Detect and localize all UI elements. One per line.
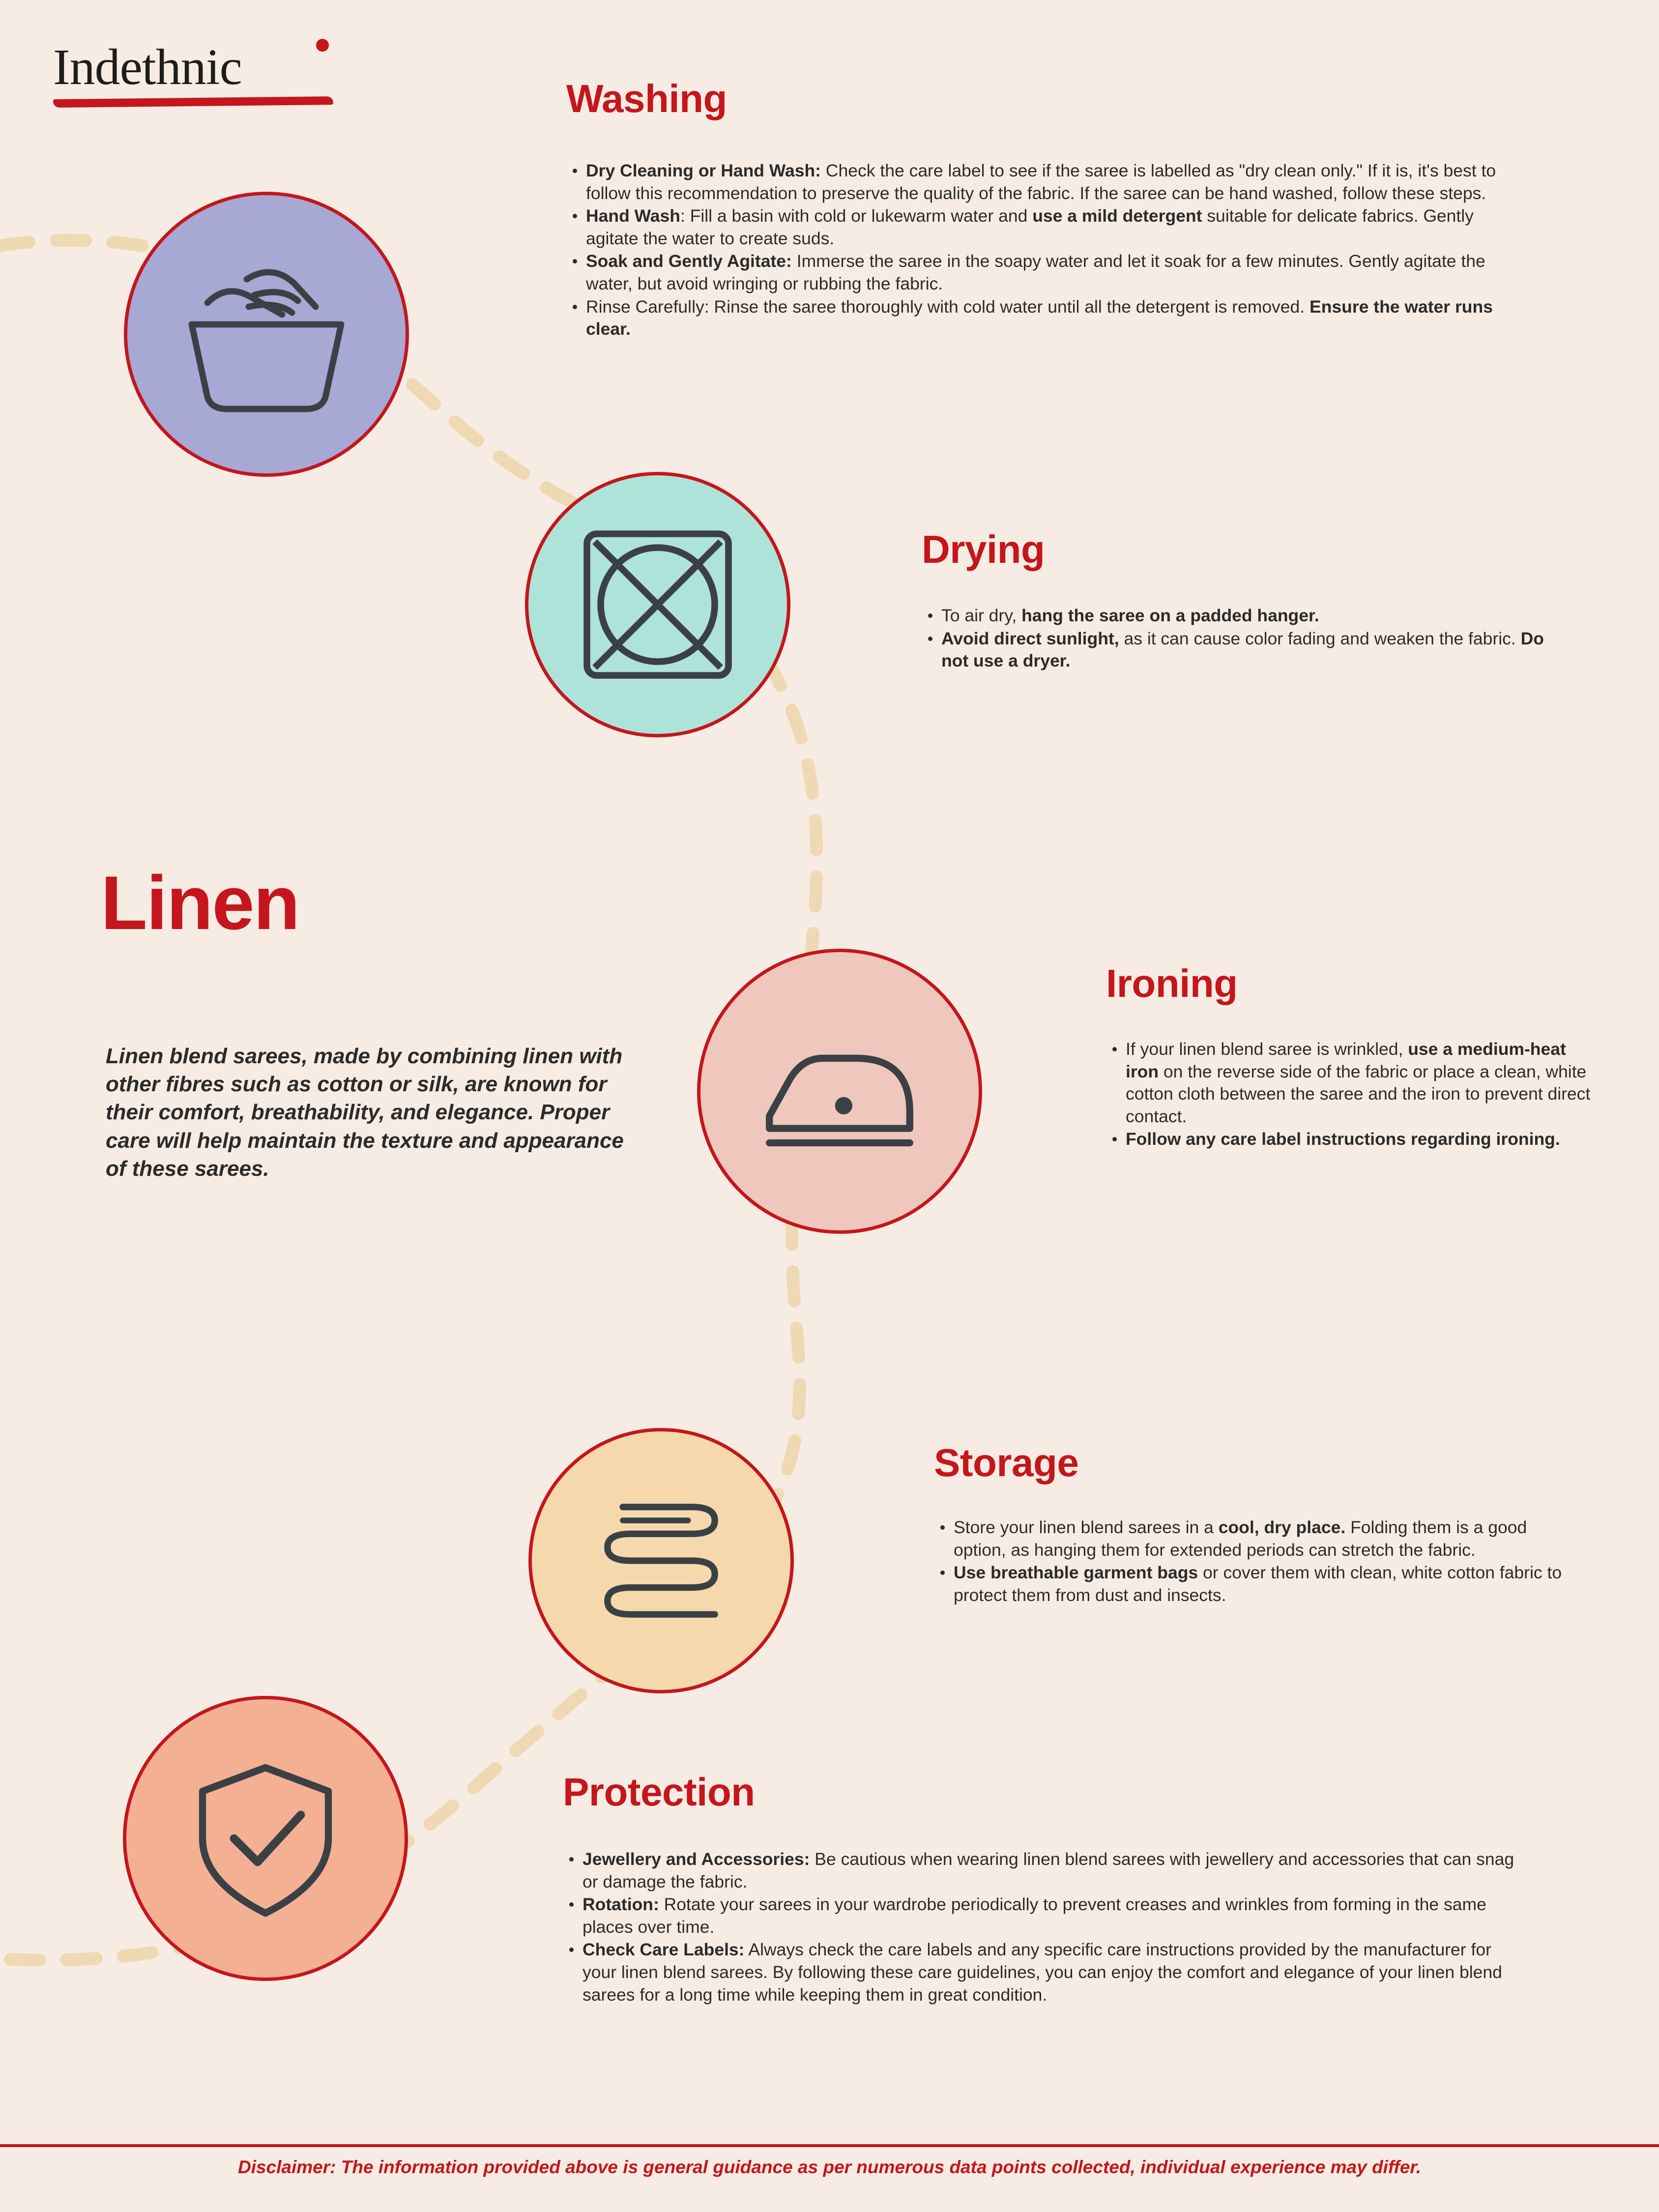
list-item: If your linen blend saree is wrinkled, use a medium-heat iron on the reverse side of the fabric or place a clean, white cotton cloth between the saree and the iron to prevent direct contact. (1106, 1038, 1598, 1128)
list-item: Rinse Carefully: Rinse the saree thoroughly with cold water until all the detergent is removed. Ensure the water runs clear. (566, 296, 1530, 341)
ironing-body (1106, 1038, 1598, 1151)
list-item: Rotation: Rotate your sarees in your wardrobe periodically to prevent creases and wrinkles from forming in the same places over time. (563, 1893, 1529, 1938)
protection-icon-circle (123, 1696, 408, 1981)
page-title: Linen (101, 860, 299, 945)
storage-list (934, 1516, 1568, 1606)
drying-body (922, 605, 1556, 673)
ironing-list (1106, 1038, 1598, 1151)
disclaimer-divider (0, 2144, 1659, 2147)
washing-body (566, 160, 1530, 341)
brand-name: Indethnic (53, 39, 242, 95)
ironing-icon-circle (697, 949, 982, 1234)
washing-icon-circle (124, 192, 409, 477)
disclaimer-text: Disclaimer: The information provided above is general guidance as per numerous data points collected, individual experience may differ. (237, 2157, 1422, 2177)
hand-wash-icon (168, 236, 365, 433)
iron-icon (736, 988, 943, 1194)
do-not-tumble-dry-icon (559, 506, 756, 703)
folded-clothes-icon (565, 1465, 757, 1657)
washing-heading: Washing (566, 77, 727, 120)
list-item: To air dry, hang the saree on a padded hanger. (922, 605, 1556, 627)
list-item: Check Care Labels: Always check the care labels and any specific care instructions provided by the manufacturer for your linen blend sarees. By following these care guidelines, you can enjoy the comfort and elegance of your linen blend sarees for a long time while keeping them in great condition. (563, 1939, 1529, 2006)
list-item: Jewellery and Accessories: Be cautious when wearing linen blend sarees with jewellery and accessories that can snag or damage the fabric. (563, 1848, 1529, 1893)
washing-list (566, 160, 1530, 341)
protection-body (563, 1848, 1529, 2007)
storage-icon-circle (528, 1428, 794, 1693)
intro-paragraph: Linen blend sarees, made by combining linen with other fibres such as cotton or silk, are known for their comfort, breathability, and elegance. Proper care will help maintain the texture and appearance of these sarees. (106, 1044, 624, 1181)
list-item: Soak and Gently Agitate: Immerse the saree in the soapy water and let it soak for a few minutes. Gently agitate the water, but avoid wringing or rubbing the fabric. (566, 250, 1530, 295)
list-item: Store your linen blend sarees in a cool, dry place. Folding them is a good option, as hanging them for extended periods can stretch the fabric. (934, 1516, 1568, 1561)
ironing-heading: Ironing (1106, 961, 1238, 1005)
list-item: Use breathable garment bags or cover them with clean, white cotton fabric to protect them from dust and insects. (934, 1562, 1568, 1606)
brand-underline (53, 96, 333, 108)
storage-body (934, 1516, 1568, 1607)
list-item: Hand Wash: Fill a basin with cold or lukewarm water and use a mild detergent suitable for delicate fabrics. Gently agitate the water to create suds. (566, 205, 1530, 250)
list-item: Follow any care label instructions regarding ironing. (1106, 1128, 1598, 1151)
drying-icon-circle (525, 472, 790, 737)
drying-list (922, 605, 1556, 672)
shield-check-icon (167, 1740, 364, 1937)
protection-heading: Protection (563, 1770, 755, 1814)
brand-logo (53, 39, 358, 106)
storage-heading: Storage (934, 1441, 1079, 1484)
list-item: Dry Cleaning or Hand Wash: Check the care label to see if the saree is labelled as "dry clean only." If it is, it's best to follow this recommendation to preserve the quality of the fabric. If the saree can be hand washed, follow these steps. (566, 160, 1530, 204)
list-item: Avoid direct sunlight, as it can cause color fading and weaken the fabric. Do not use a dryer. (922, 628, 1556, 672)
brand-dot (316, 39, 329, 52)
drying-heading: Drying (922, 527, 1045, 571)
protection-list (563, 1848, 1529, 2006)
